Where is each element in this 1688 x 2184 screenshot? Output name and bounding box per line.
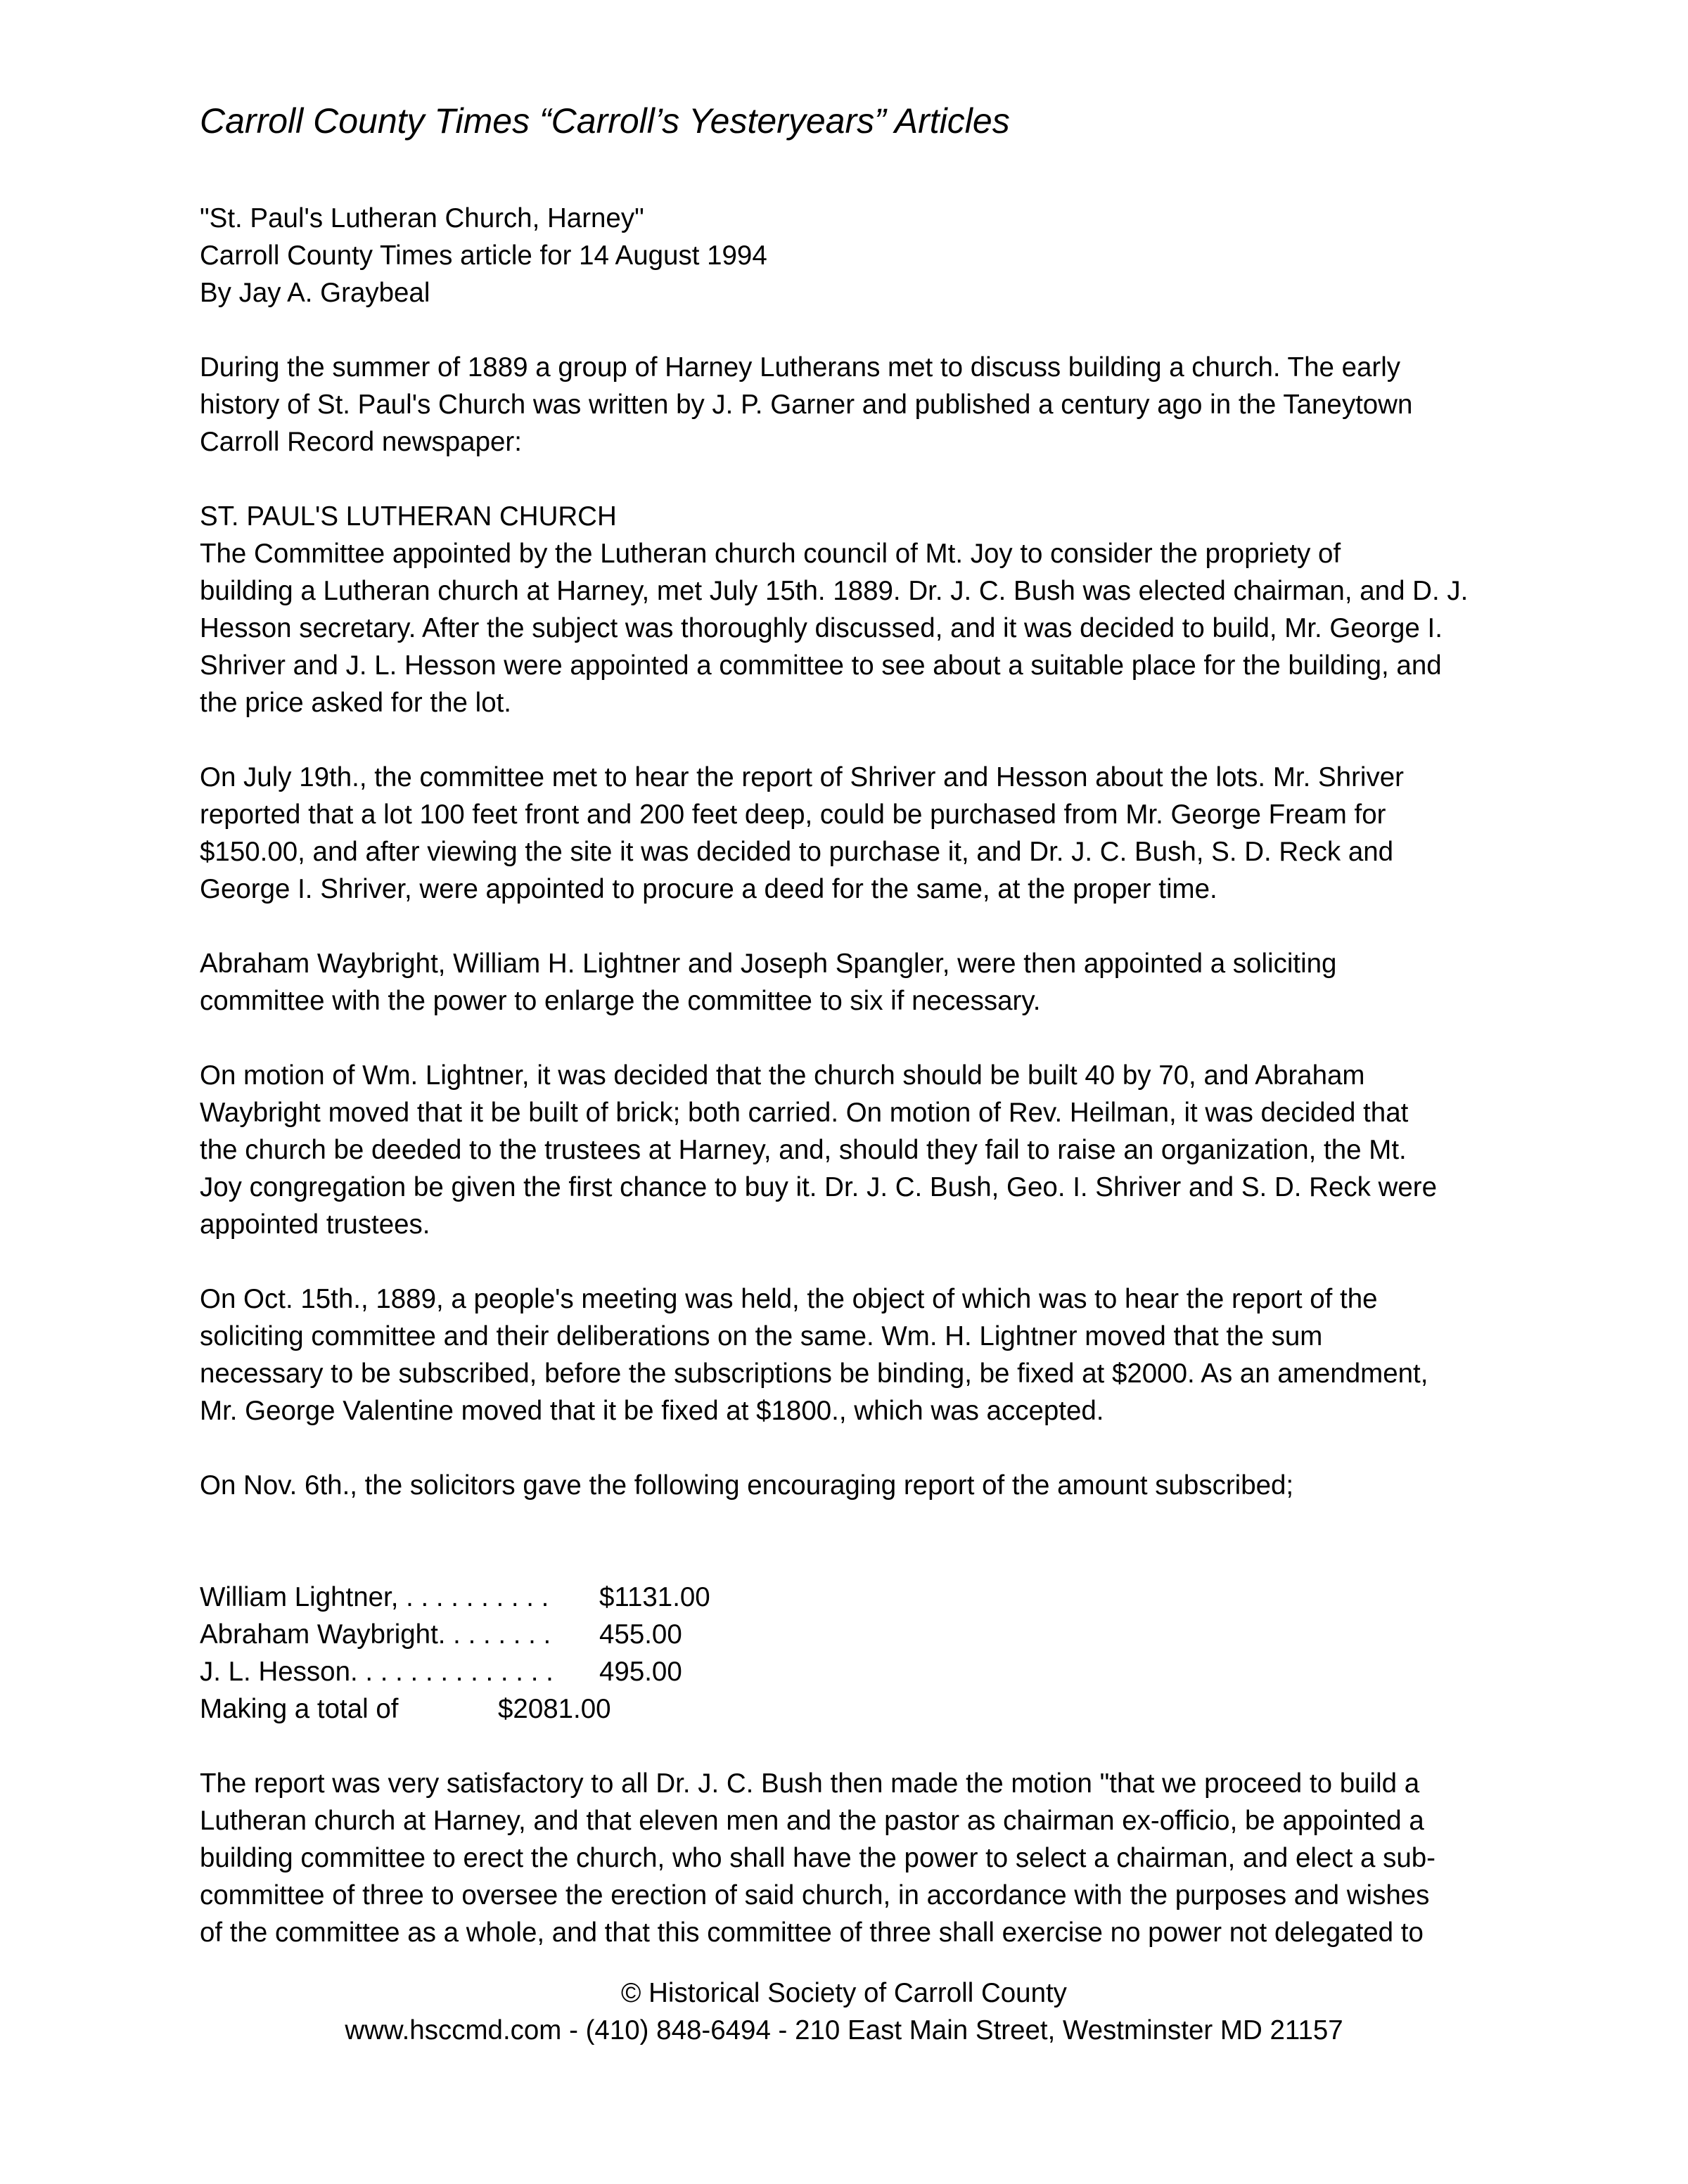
subscriber-name: J. L. Hesson. . . . . . . . . . . . . .: [200, 1657, 554, 1687]
subscription-total-row: [200, 1690, 1494, 1728]
text-line: George I. Shriver, were appointed to procure a deed for the same, at the proper time.: [200, 874, 1217, 904]
section-heading: ST. PAUL'S LUTHERAN CHURCH: [200, 501, 617, 532]
subscriber-name: William Lightner, . . . . . . . . . .: [200, 1582, 549, 1612]
text-line: The Committee appointed by the Lutheran church council of Mt. Joy to consider the propriety of: [200, 539, 1341, 569]
text-line: the church be deeded to the trustees at Harney, and, should they fail to raise an organization, the Mt.: [200, 1135, 1407, 1165]
text-line: Joy congregation be given the first chance to buy it. Dr. J. C. Bush, Geo. I. Shriver and S. D. Reck were: [200, 1172, 1438, 1202]
text-line: building a Lutheran church at Harney, met July 15th. 1889. Dr. J. C. Bush was elected chairman, and D. J.: [200, 576, 1469, 606]
article-meta: [200, 200, 1494, 311]
text-line: The report was very satisfactory to all Dr. J. C. Bush then made the motion "that we proceed to build a: [200, 1768, 1420, 1799]
footer-contact: www.hsccmd.com - (410) 848-6494 - 210 East Main Street, Westminster MD 21157: [345, 2015, 1343, 2045]
text-line: Shriver and J. L. Hesson were appointed a committee to see about a suitable place for the building, and: [200, 650, 1442, 681]
text-line: committee of three to oversee the erection of said church, in accordance with the purposes and wishes: [200, 1880, 1430, 1910]
text-line: history of St. Paul's Church was written by J. P. Garner and published a century ago in the Taneytown: [200, 390, 1413, 420]
subscription-amount: 455.00: [599, 1619, 682, 1650]
text-line: committee with the power to enlarge the committee to six if necessary.: [200, 986, 1041, 1016]
text-line: On July 19th., the committee met to hear the report of Shriver and Hesson about the lots. Mr. Shriver: [200, 762, 1404, 792]
page-footer: [0, 1974, 1688, 2049]
text-line: of the committee as a whole, and that this committee of three shall exercise no power not delegated to: [200, 1918, 1424, 1948]
subscription-amount: $1131.00: [599, 1582, 710, 1612]
footer-copyright: © Historical Society of Carroll County: [621, 1978, 1067, 2008]
article-source: Carroll County Times article for 14 August 1994: [200, 240, 767, 271]
text-line: On motion of Wm. Lightner, it was decided that the church should be built 40 by 70, and Abraham: [200, 1060, 1365, 1091]
paragraph-report: [200, 1467, 1494, 1504]
running-header: Carroll County Times “Carroll’s Yesteryears” Articles: [200, 101, 1010, 141]
paragraph-meeting: [200, 1280, 1494, 1430]
total-label: Making a total of: [200, 1694, 399, 1724]
text-line: soliciting committee and their deliberations on the same. Wm. H. Lightner moved that the sum: [200, 1321, 1323, 1351]
article-title: "St. Paul's Lutheran Church, Harney": [200, 203, 644, 233]
text-line: Waybright moved that it be built of brick; both carried. On motion of Rev. Heilman, it was decided that: [200, 1098, 1409, 1128]
paragraph-lots: [200, 759, 1494, 908]
paragraph-building-committee: [200, 1765, 1494, 1951]
subscription-amount: 495.00: [599, 1657, 682, 1687]
text-line: Hesson secretary. After the subject was thoroughly discussed, and it was decided to build, Mr. George I.: [200, 613, 1443, 643]
paragraph-motion: [200, 1057, 1494, 1243]
subscription-list: [200, 1579, 1494, 1728]
text-line: On Oct. 15th., 1889, a people's meeting was held, the object of which was to hear the report of the: [200, 1284, 1378, 1314]
intro-paragraph: [200, 349, 1494, 461]
article-byline: By Jay A. Graybeal: [200, 278, 430, 308]
text-line: the price asked for the lot.: [200, 688, 511, 718]
text-line: Carroll Record newspaper:: [200, 427, 522, 457]
text-line: reported that a lot 100 feet front and 200 feet deep, could be purchased from Mr. George Fream for: [200, 799, 1386, 830]
text-line: On Nov. 6th., the solicitors gave the following encouraging report of the amount subscribed;: [200, 1470, 1294, 1501]
section-1: [200, 498, 1494, 721]
subscription-row: [200, 1616, 1494, 1653]
text-line: $150.00, and after viewing the site it was decided to purchase it, and Dr. J. C. Bush, S. D. Reck and: [200, 837, 1394, 867]
text-line: building committee to erect the church, who shall have the power to select a chairman, and elect a sub-: [200, 1843, 1436, 1873]
total-amount: $2081.00: [498, 1694, 611, 1724]
paragraph-soliciting: [200, 945, 1494, 1020]
text-line: necessary to be subscribed, before the subscriptions be binding, be fixed at $2000. As an amendment,: [200, 1358, 1428, 1389]
text-line: Abraham Waybright, William H. Lightner and Joseph Spangler, were then appointed a soliciting: [200, 949, 1337, 979]
subscription-row: [200, 1653, 1494, 1690]
text-line: Mr. George Valentine moved that it be fixed at $1800., which was accepted.: [200, 1396, 1104, 1426]
text-line: appointed trustees.: [200, 1209, 430, 1240]
article-body: [200, 200, 1494, 1989]
subscription-row: [200, 1579, 1494, 1616]
spacer: [200, 1541, 1494, 1579]
text-line: During the summer of 1889 a group of Harney Lutherans met to discuss building a church. The early: [200, 352, 1401, 383]
text-line: Lutheran church at Harney, and that eleven men and the pastor as chairman ex-officio, be appointed a: [200, 1806, 1424, 1836]
subscriber-name: Abraham Waybright. . . . . . . .: [200, 1619, 551, 1650]
